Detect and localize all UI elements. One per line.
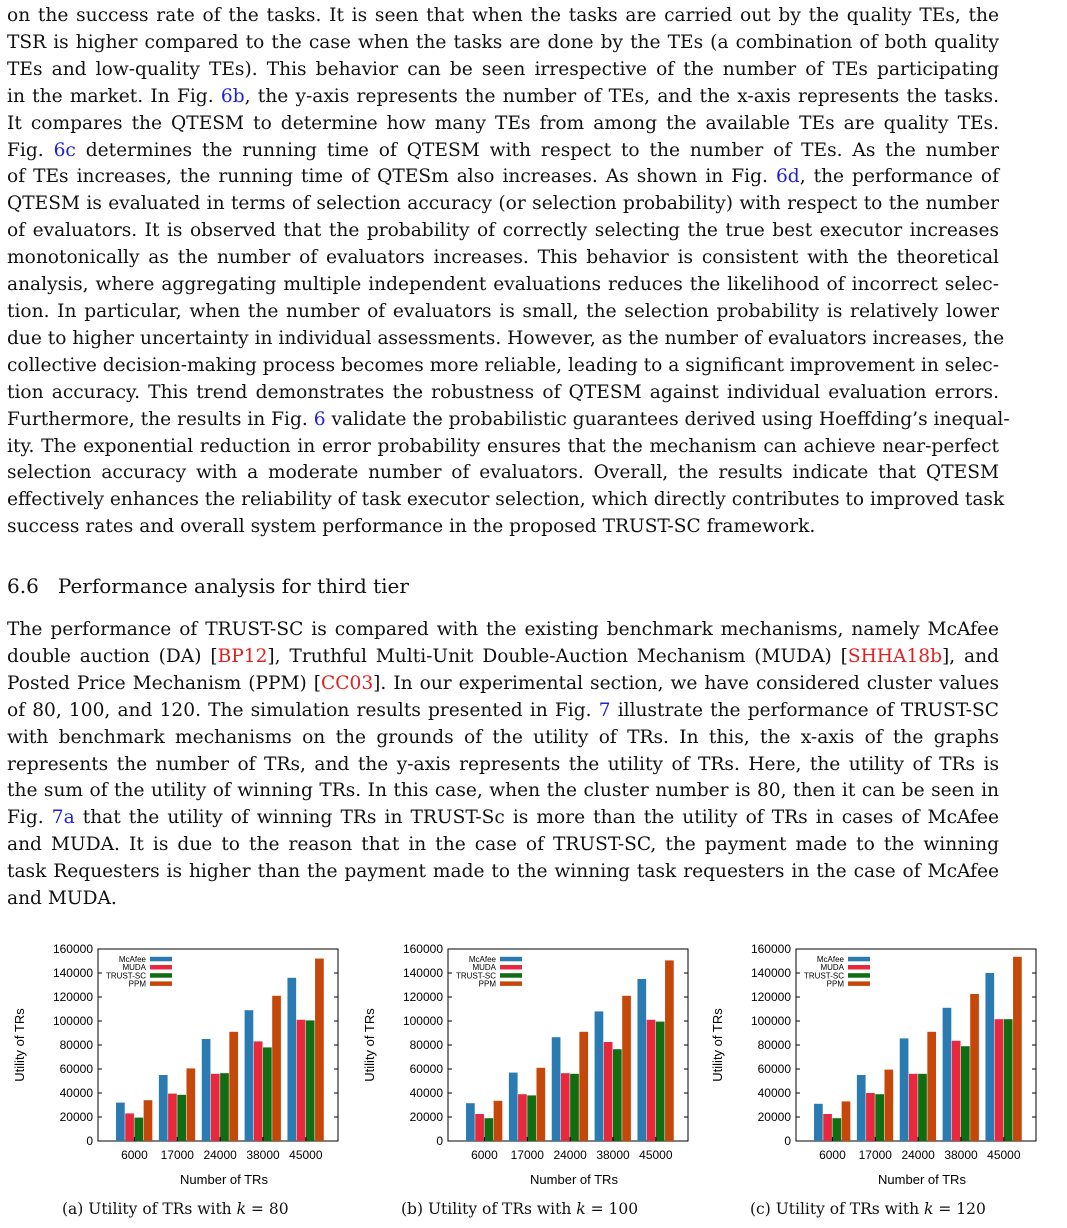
bar-muda bbox=[909, 1074, 918, 1141]
legend-label: TRUST-SC bbox=[106, 971, 146, 981]
bar-ppm bbox=[229, 1032, 238, 1141]
bar-trust-sc bbox=[220, 1073, 229, 1141]
y-tick-label: 40000 bbox=[59, 1086, 93, 1100]
bar-trust-sc bbox=[134, 1118, 143, 1141]
text-line: and MUDA. It is due to the reason that in the case of TRUST-SC, the payment made to the winning bbox=[7, 834, 999, 856]
text-line: and MUDA. bbox=[7, 888, 117, 910]
y-tick-label: 160000 bbox=[402, 942, 443, 956]
bar-ppm bbox=[884, 1070, 893, 1141]
section-heading bbox=[7, 574, 409, 598]
legend-swatch bbox=[500, 965, 522, 970]
bar-trust-sc bbox=[263, 1047, 272, 1141]
legend-swatch bbox=[848, 965, 870, 970]
y-tick-label: 80000 bbox=[409, 1038, 443, 1052]
bar-ppm bbox=[622, 996, 631, 1141]
bar-trust-sc bbox=[306, 1020, 315, 1141]
text-line: The performance of TRUST-SC is compared with the existing benchmark mechanisms, namely McAfee bbox=[7, 619, 999, 640]
x-axis-label: Number of TRs bbox=[180, 1172, 268, 1187]
citation-link[interactable]: CC03 bbox=[321, 672, 374, 694]
bar-trust-sc bbox=[832, 1118, 841, 1141]
bar-mcafee bbox=[552, 1037, 561, 1141]
y-tick-label: 0 bbox=[86, 1134, 93, 1148]
legend-label: PPM bbox=[128, 979, 146, 989]
text-line: monotonically as the number of evaluators increases. This behavior is consistent with the theoretical bbox=[7, 247, 999, 269]
y-tick-label: 120000 bbox=[750, 990, 791, 1004]
text-line: selection accuracy with a moderate number of evaluators. Overall, the results indicate that QTESM bbox=[7, 462, 999, 484]
bar-mcafee bbox=[637, 979, 646, 1141]
y-tick-label: 60000 bbox=[409, 1062, 443, 1076]
y-axis-label: Utility of TRs bbox=[710, 1008, 725, 1082]
x-tick-label: 24000 bbox=[901, 1148, 935, 1162]
y-tick-label: 0 bbox=[784, 1134, 791, 1148]
bar-muda bbox=[952, 1041, 961, 1141]
text-line: with benchmark mechanisms on the grounds of the utility of TRs. In this, the x-axis of the graphs bbox=[7, 726, 999, 748]
bar-chart-k120 bbox=[698, 938, 1038, 1193]
legend-label: MUDA bbox=[820, 963, 844, 973]
x-tick-label: 38000 bbox=[596, 1148, 630, 1162]
y-tick-label: 100000 bbox=[402, 1014, 443, 1028]
y-tick-label: 80000 bbox=[757, 1038, 791, 1052]
bar-muda bbox=[475, 1114, 484, 1141]
citation-link[interactable]: BP12 bbox=[217, 645, 268, 667]
figure-ref-link[interactable]: 6 bbox=[313, 408, 326, 430]
y-tick-label: 140000 bbox=[750, 966, 791, 980]
bar-mcafee bbox=[900, 1038, 909, 1141]
legend-label: MUDA bbox=[472, 963, 496, 973]
text-line: double auction (DA) [BP12], Truthful Multi-Unit Double-Auction Mechanism (MUDA) [SHHA18b], and bbox=[7, 645, 999, 667]
y-tick-label: 120000 bbox=[52, 990, 93, 1004]
figure-ref-link[interactable]: 6c bbox=[53, 139, 76, 161]
x-tick-label: 17000 bbox=[858, 1148, 892, 1162]
text-line: collective decision-making process becomes more reliable, leading to a significant improvement in selec- bbox=[7, 354, 999, 376]
bar-mcafee bbox=[202, 1039, 211, 1141]
bar-mcafee bbox=[857, 1075, 866, 1141]
bar-mcafee bbox=[159, 1075, 168, 1141]
y-tick-label: 160000 bbox=[750, 942, 791, 956]
y-tick-label: 40000 bbox=[757, 1086, 791, 1100]
legend-swatch bbox=[848, 957, 870, 962]
bar-mcafee bbox=[509, 1073, 518, 1141]
bar-muda bbox=[823, 1114, 832, 1141]
y-tick-label: 160000 bbox=[52, 942, 93, 956]
figure-caption-c: (c) Utility of TRs with k = 120 bbox=[750, 1200, 986, 1218]
bar-mcafee bbox=[985, 973, 994, 1141]
y-tick-label: 40000 bbox=[409, 1086, 443, 1100]
bar-muda bbox=[866, 1093, 875, 1141]
text-line: Furthermore, the results in Fig. 6 validate the probabilistic guarantees derived using Hoeffding’s inequal- bbox=[7, 408, 1010, 430]
bar-ppm bbox=[536, 1068, 545, 1141]
bar-ppm bbox=[315, 959, 324, 1141]
x-tick-label: 38000 bbox=[944, 1148, 978, 1162]
text-line: represents the number of TRs, and the y-axis represents the utility of TRs. Here, the utility of TRs is bbox=[7, 753, 999, 775]
legend-label: McAfee bbox=[816, 955, 844, 964]
text-line: ity. The exponential reduction in error probability ensures that the mechanism can achieve near-perfect bbox=[7, 435, 999, 457]
bar-ppm bbox=[186, 1068, 195, 1141]
x-tick-label: 6000 bbox=[819, 1148, 846, 1162]
figure-7b bbox=[350, 938, 690, 1228]
text-line: QTESM is evaluated in terms of selection accuracy (or selection probability) with respect to the number bbox=[7, 193, 999, 215]
legend-label: McAfee bbox=[468, 955, 496, 964]
paragraph-qtesm-results bbox=[7, 3, 1010, 541]
text-line: tion. In particular, when the number of evaluators is small, the selection probability is relatively lower bbox=[7, 300, 999, 322]
text-line: TEs and low-quality TEs). This behavior can be seen irrespective of the number of TEs participating bbox=[7, 58, 999, 80]
bar-trust-sc bbox=[656, 1022, 665, 1141]
bar-mcafee bbox=[595, 1011, 604, 1141]
text-line: on the success rate of the tasks. It is seen that when the tasks are carried out by the quality TEs, the bbox=[7, 5, 999, 26]
figure-ref-link[interactable]: 7 bbox=[598, 699, 611, 721]
x-axis-label: Number of TRs bbox=[530, 1172, 618, 1187]
bar-mcafee bbox=[287, 978, 296, 1141]
bar-ppm bbox=[272, 996, 281, 1141]
text-line: It compares the QTESM to determine how many TEs from among the available TEs are quality TEs. bbox=[7, 112, 999, 134]
x-tick-label: 6000 bbox=[121, 1148, 148, 1162]
bar-ppm bbox=[665, 960, 674, 1141]
figure-caption-a: (a) Utility of TRs with k = 80 bbox=[62, 1200, 289, 1218]
text-line: analysis, where aggregating multiple independent evaluations reduces the likelihood of incorrect selec- bbox=[7, 274, 999, 296]
bar-mcafee bbox=[814, 1104, 823, 1141]
legend-label: McAfee bbox=[118, 955, 146, 964]
y-tick-label: 20000 bbox=[757, 1110, 791, 1124]
text-line: task Requesters is higher than the payment made to the winning task requesters in the case of McAfee bbox=[7, 861, 999, 883]
bar-ppm bbox=[579, 1032, 588, 1141]
y-axis-label: Utility of TRs bbox=[12, 1008, 27, 1082]
bar-trust-sc bbox=[961, 1046, 970, 1141]
text-line: due to higher uncertainty in individual assessments. However, as the number of evaluators increases, the bbox=[7, 327, 1005, 349]
legend-swatch bbox=[150, 973, 172, 978]
bar-mcafee bbox=[245, 1010, 254, 1141]
legend-swatch bbox=[848, 973, 870, 978]
bar-muda bbox=[211, 1074, 220, 1141]
text-line: Fig. 7a that the utility of winning TRs in TRUST-Sc is more than the utility of TRs in cases of McAfee bbox=[7, 807, 999, 829]
bar-trust-sc bbox=[177, 1095, 186, 1141]
y-tick-label: 120000 bbox=[402, 990, 443, 1004]
text-line: Fig. 6c determines the running time of QTESM with respect to the number of TEs. As the number bbox=[7, 139, 999, 161]
y-tick-label: 140000 bbox=[52, 966, 93, 980]
x-tick-label: 17000 bbox=[510, 1148, 544, 1162]
bar-muda bbox=[647, 1020, 656, 1141]
bar-trust-sc bbox=[613, 1049, 622, 1141]
bar-ppm bbox=[1013, 957, 1022, 1141]
text-line: of TEs increases, the running time of QTESm also increases. As shown in Fig. 6d, the performance of bbox=[7, 166, 999, 188]
y-tick-label: 80000 bbox=[59, 1038, 93, 1052]
bar-trust-sc bbox=[484, 1118, 493, 1141]
bar-trust-sc bbox=[1004, 1019, 1013, 1141]
legend-swatch bbox=[848, 981, 870, 986]
legend-label: TRUST-SC bbox=[456, 971, 496, 981]
legend-swatch bbox=[150, 965, 172, 970]
text-line: in the market. In Fig. 6b, the y-axis represents the number of TEs, and the x-axis represents the tasks. bbox=[7, 85, 999, 107]
y-tick-label: 20000 bbox=[59, 1110, 93, 1124]
bar-trust-sc bbox=[875, 1094, 884, 1141]
legend-label: PPM bbox=[478, 979, 496, 989]
bar-trust-sc bbox=[918, 1074, 927, 1141]
bar-muda bbox=[561, 1073, 570, 1141]
y-tick-label: 60000 bbox=[757, 1062, 791, 1076]
legend-swatch bbox=[150, 981, 172, 986]
figure-7c bbox=[698, 938, 1038, 1228]
text-line: TSR is higher compared to the case when the tasks are done by the TEs (a combination of both quality bbox=[7, 31, 999, 53]
bar-muda bbox=[604, 1042, 613, 1141]
bar-muda bbox=[254, 1041, 263, 1141]
bar-muda bbox=[125, 1113, 134, 1141]
bar-trust-sc bbox=[527, 1095, 536, 1141]
bar-muda bbox=[995, 1019, 1004, 1141]
figure-ref-link[interactable]: 6d bbox=[775, 166, 800, 188]
bar-chart-k80 bbox=[0, 938, 340, 1193]
x-tick-label: 38000 bbox=[246, 1148, 280, 1162]
bar-ppm bbox=[842, 1101, 851, 1141]
bar-ppm bbox=[970, 994, 979, 1141]
legend-swatch bbox=[150, 957, 172, 962]
y-tick-label: 60000 bbox=[59, 1062, 93, 1076]
bar-ppm bbox=[144, 1100, 153, 1141]
text-line: of 80, 100, and 120. The simulation results presented in Fig. 7 illustrate the performance of TRUST-SC bbox=[7, 699, 999, 721]
x-tick-label: 24000 bbox=[203, 1148, 237, 1162]
paragraph-third-tier bbox=[7, 617, 999, 913]
text-line: of evaluators. It is observed that the probability of correctly selecting the true best executor increases bbox=[7, 220, 999, 242]
x-tick-label: 45000 bbox=[639, 1148, 673, 1162]
bar-muda bbox=[168, 1094, 177, 1141]
figure-caption-b: (b) Utility of TRs with k = 100 bbox=[401, 1200, 639, 1218]
legend-label: MUDA bbox=[122, 963, 146, 973]
x-tick-label: 6000 bbox=[471, 1148, 498, 1162]
bar-chart-k100 bbox=[350, 938, 690, 1193]
bar-mcafee bbox=[466, 1103, 475, 1141]
x-tick-label: 17000 bbox=[160, 1148, 194, 1162]
bar-ppm bbox=[494, 1101, 503, 1141]
x-tick-label: 24000 bbox=[553, 1148, 587, 1162]
x-tick-label: 45000 bbox=[987, 1148, 1021, 1162]
y-tick-label: 100000 bbox=[52, 1014, 93, 1028]
figure-ref-link[interactable]: 7a bbox=[51, 807, 75, 829]
figure-ref-link[interactable]: 6b bbox=[220, 85, 245, 107]
legend-swatch bbox=[500, 981, 522, 986]
legend-label: TRUST-SC bbox=[804, 971, 844, 981]
section-number: 6.6 bbox=[7, 574, 39, 598]
y-tick-label: 0 bbox=[436, 1134, 443, 1148]
bar-mcafee bbox=[116, 1103, 125, 1141]
figure-7a bbox=[0, 938, 340, 1228]
legend-label: PPM bbox=[826, 979, 844, 989]
x-tick-label: 45000 bbox=[289, 1148, 323, 1162]
x-axis-label: Number of TRs bbox=[878, 1172, 966, 1187]
text-line: Posted Price Mechanism (PPM) [CC03]. In our experimental section, we have considered cluster values bbox=[7, 672, 999, 694]
y-tick-label: 100000 bbox=[750, 1014, 791, 1028]
y-axis-label: Utility of TRs bbox=[362, 1008, 377, 1082]
citation-link[interactable]: SHHA18b bbox=[847, 645, 943, 667]
text-line: success rates and overall system performance in the proposed TRUST-SC framework. bbox=[7, 516, 816, 538]
text-line: the sum of the utility of winning TRs. In this case, when the cluster number is 80, then it can be seen in bbox=[7, 780, 999, 802]
y-tick-label: 140000 bbox=[402, 966, 443, 980]
bar-mcafee bbox=[943, 1008, 952, 1141]
y-tick-label: 20000 bbox=[409, 1110, 443, 1124]
text-line: tion accuracy. This trend demonstrates the robustness of QTESM against individual evaluation errors. bbox=[7, 381, 999, 403]
bar-trust-sc bbox=[570, 1074, 579, 1141]
bar-muda bbox=[518, 1094, 527, 1141]
bar-ppm bbox=[927, 1032, 936, 1141]
text-line: effectively enhances the reliability of task executor selection, which directly contributes to improved task bbox=[7, 489, 1005, 511]
legend-swatch bbox=[500, 973, 522, 978]
legend-swatch bbox=[500, 957, 522, 962]
section-title: Performance analysis for third tier bbox=[57, 574, 409, 598]
bar-muda bbox=[297, 1020, 306, 1141]
